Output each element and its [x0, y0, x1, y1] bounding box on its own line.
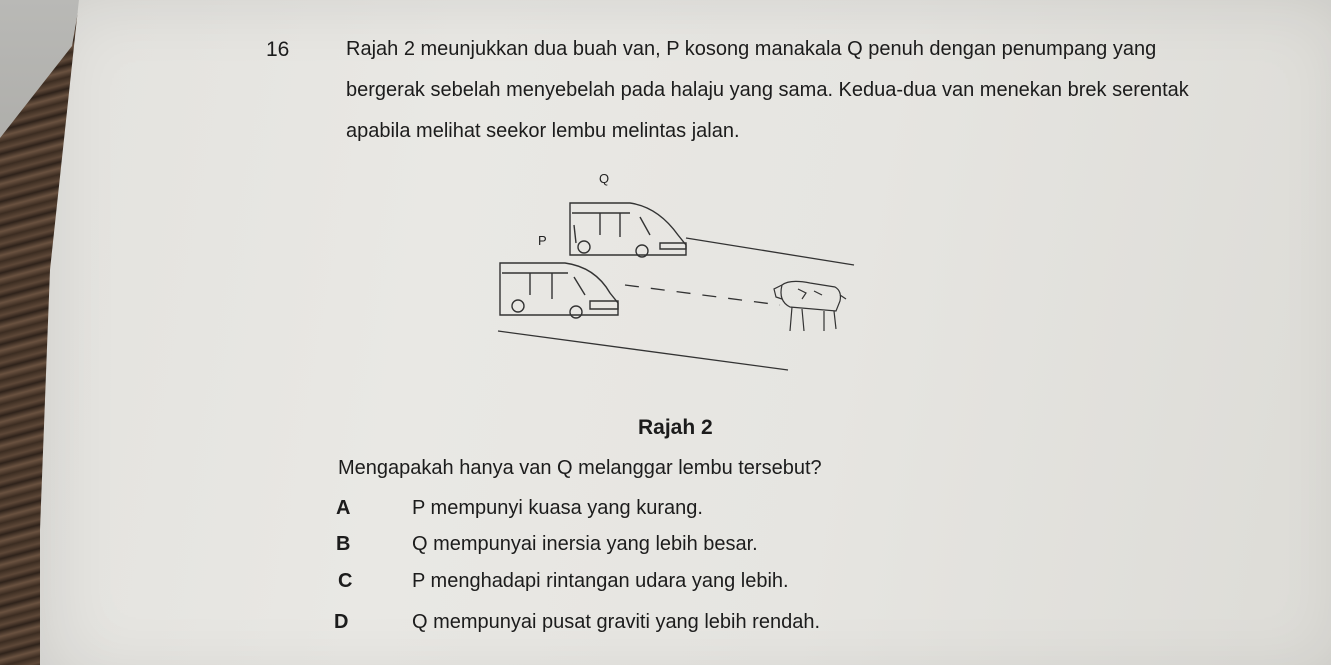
option-a-text[interactable]: P mempunyi kuasa yang kurang. [412, 497, 703, 519]
question-number: 16 [266, 38, 290, 61]
question-stem-line-2: bergerak sebelah menyebelah pada halaju yang sama. Kedua-dua van menekan brek serentak [346, 79, 1189, 101]
option-c-text[interactable]: P menghadapi rintangan udara yang lebih. [412, 570, 789, 592]
question-stem-line-1: Rajah 2 meunjukkan dua buah van, P kosong manakala Q penuh dengan penumpang yang [346, 38, 1157, 60]
option-a-letter[interactable]: A [336, 497, 351, 519]
question-stem-line-3: apabila melihat seekor lembu melintas jalan. [346, 120, 740, 142]
van-p-drawing [500, 263, 618, 318]
label-van-p: P [538, 233, 547, 248]
option-d-letter[interactable]: D [334, 611, 349, 633]
question-prompt: Mengapakah hanya van Q melanggar lembu tersebut? [338, 457, 822, 479]
figure-vans-and-cow [490, 165, 870, 385]
option-b-text[interactable]: Q mempunyai inersia yang lebih besar. [412, 533, 758, 555]
label-van-q: Q [599, 171, 610, 186]
option-b-letter[interactable]: B [336, 533, 351, 555]
road-dashed-line [625, 285, 780, 305]
van-q-drawing [570, 203, 686, 257]
cow-drawing [774, 281, 846, 331]
road-edge-upper [686, 238, 854, 265]
option-d-text[interactable]: Q mempunyai pusat graviti yang lebih rendah. [412, 611, 821, 633]
road-edge-lower [498, 331, 788, 370]
option-c-letter[interactable]: C [338, 570, 353, 592]
diagram-drawing [490, 165, 870, 385]
figure-caption: Rajah 2 [638, 416, 713, 439]
